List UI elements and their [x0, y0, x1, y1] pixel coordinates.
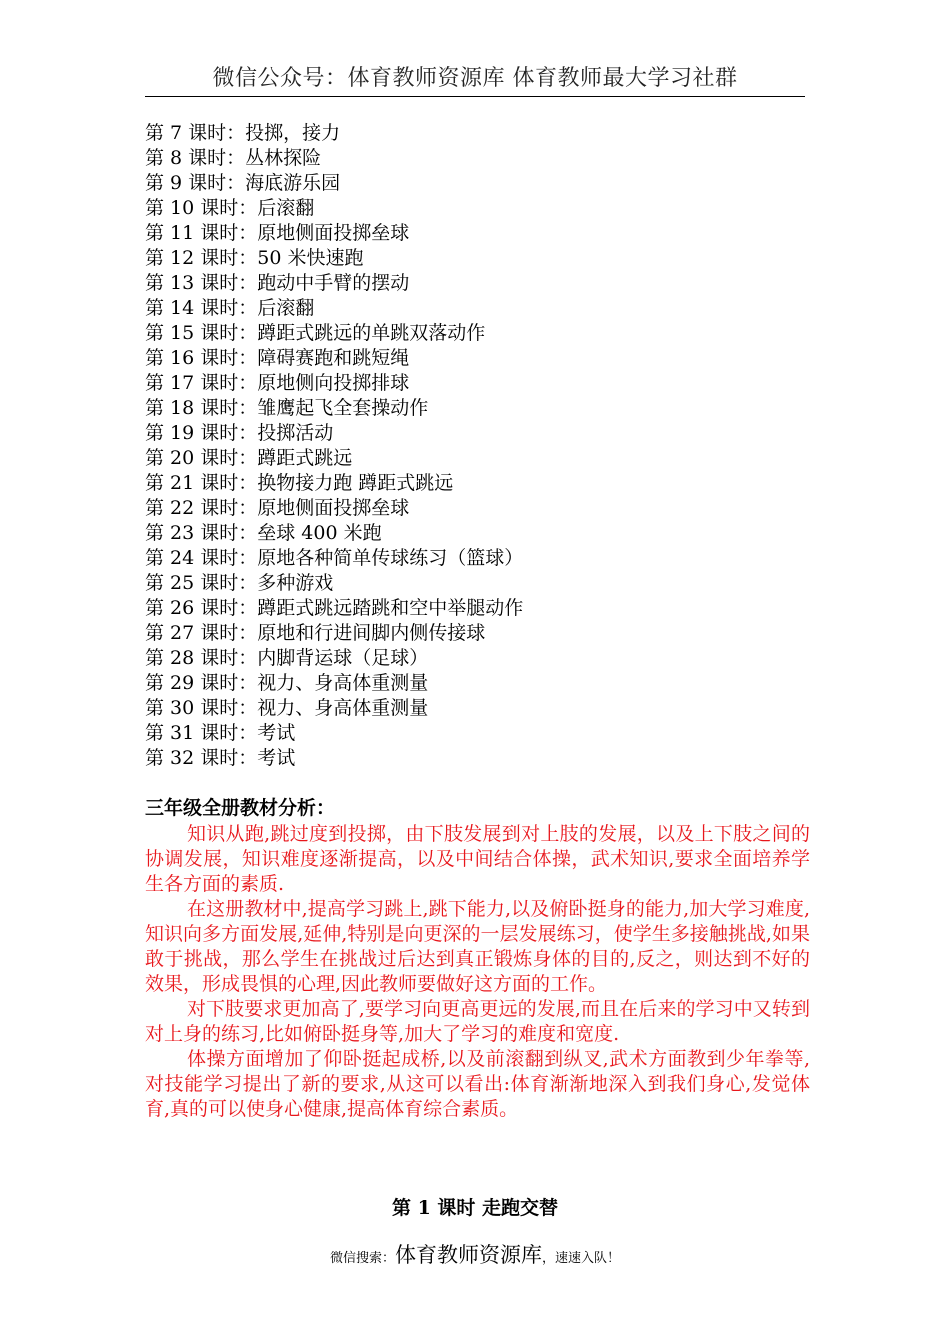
lesson-item: 第 30 课时：视力、身高体重测量 [145, 697, 429, 719]
page-header [145, 62, 805, 97]
page-footer [0, 1240, 950, 1274]
lesson-item: 第 23 课时：垒球 400 米跑 [145, 522, 382, 544]
lesson-item: 第 12 课时：50 米快速跑 [145, 247, 364, 269]
analysis-paragraph: 对下肢要求更加高了,要学习向更高更远的发展,而且在后来的学习中又转到对上身的练习,比如俯卧挺身等,加大了学习的难度和宽度. [145, 998, 810, 1045]
lesson-item: 第 17 课时：原地侧向投掷排球 [145, 372, 410, 394]
analysis-paragraph: 在这册教材中,提高学习跳上,跳下能力,以及俯卧挺身的能力,加大学习难度,知识向多方面发展,延伸,特别是向更深的一层发展练习，使学生多接触挑战,如果敢于挑战，那么学生在挑战过后达到真正锻炼身体的目的,反之，则达到不好的效果，形成畏惧的心理,因此教师要做好这方面的工作。 [145, 898, 810, 995]
header-text: 微信公众号：体育教师资源库 体育教师最大学习社群 [212, 66, 738, 91]
lesson-item: 第 11 课时：原地侧面投掷垒球 [145, 222, 410, 244]
lesson-item: 第 14 课时：后滚翻 [145, 297, 315, 319]
lesson-item: 第 19 课时：投掷活动 [145, 422, 334, 444]
analysis-section [145, 794, 810, 1122]
lesson-item: 第 22 课时：原地侧面投掷垒球 [145, 497, 410, 519]
footer-account-name: 体育教师资源库 [395, 1243, 542, 1267]
lesson-item: 第 18 课时：雏鹰起飞全套操动作 [145, 397, 429, 419]
lesson-item: 第 13 课时：跑动中手臂的摆动 [145, 272, 410, 294]
lesson-item: 第 9 课时：海底游乐园 [145, 172, 341, 194]
lesson-item: 第 29 课时：视力、身高体重测量 [145, 672, 429, 694]
analysis-paragraph: 知识从跑,跳过度到投掷，由下肢发展到对上肢的发展，以及上下肢之间的协调发展，知识难度逐渐提高，以及中间结合体操，武术知识,要求全面培养学生各方面的素质. [145, 823, 810, 895]
lesson-item: 第 15 课时：蹲距式跳远的单跳双落动作 [145, 322, 486, 344]
lesson-item: 第 10 课时：后滚翻 [145, 197, 315, 219]
lesson-item: 第 26 课时：蹲距式跳远踏跳和空中举腿动作 [145, 597, 524, 619]
lesson-item: 第 25 课时：多种游戏 [145, 572, 334, 594]
lesson-item: 第 27 课时：原地和行进间脚内侧传接球 [145, 622, 486, 644]
lesson-list [145, 121, 805, 771]
lesson-item: 第 20 课时：蹲距式跳远 [145, 447, 353, 469]
analysis-paragraph: 体操方面增加了仰卧挺起成桥,以及前滚翻到纵叉,武术方面教到少年拳等,对技能学习提出了新的要求,从这可以看出:体育渐渐地深入到我们身心,发觉体育,真的可以使身心健康,提高体育综合素质。 [145, 1048, 810, 1120]
lesson-item: 第 31 课时：考试 [145, 722, 296, 744]
lesson-item: 第 7 课时：投掷，接力 [145, 122, 341, 144]
lesson-item: 第 24 课时：原地各种简单传球练习（篮球） [145, 547, 524, 569]
analysis-title: 三年级全册教材分析： [145, 797, 336, 819]
lesson-item: 第 28 课时：内脚背运球（足球） [145, 647, 429, 669]
section-title: 第 1 课时 走跑交替 [391, 1197, 559, 1219]
lesson-item: 第 21 课时：换物接力跑 蹲距式跳远 [145, 472, 454, 494]
lesson-item: 第 16 课时：障碍赛跑和跳短绳 [145, 347, 410, 369]
lesson-item: 第 32 课时：考试 [145, 747, 296, 769]
footer-prefix: 微信搜索： [329, 1251, 395, 1266]
footer-suffix: ，速速入队！ [542, 1251, 621, 1266]
lesson-item: 第 8 课时：丛林探险 [145, 147, 322, 169]
